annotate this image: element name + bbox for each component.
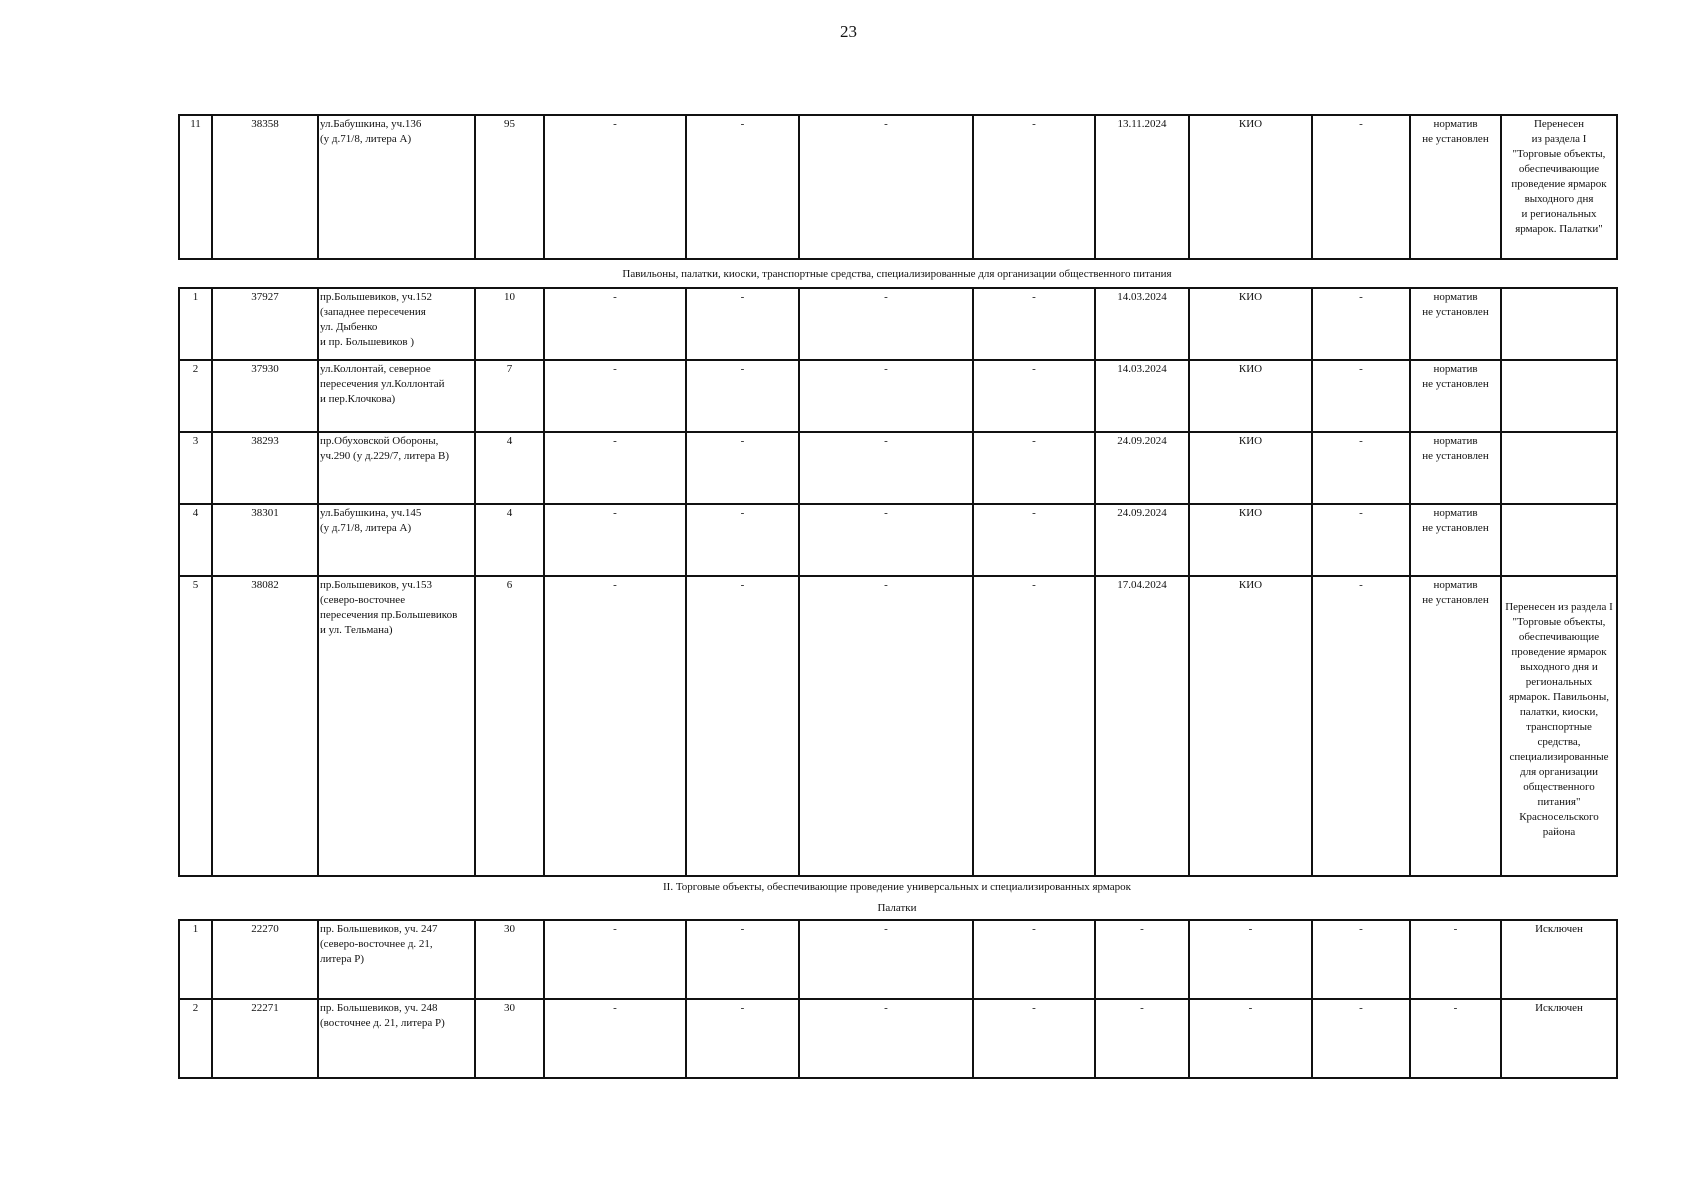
cell-col8 <box>973 999 1095 1078</box>
cell-row-number-text: 4 <box>192 507 199 519</box>
cell-col6-text: - <box>740 923 745 935</box>
cell-col8 <box>973 576 1095 876</box>
cell-organization-text: - <box>1248 1002 1253 1014</box>
cell-organization-text: КИО <box>1238 435 1263 447</box>
cell-registry-code <box>212 576 318 876</box>
cell-col6-text: - <box>740 1002 745 1014</box>
cell-col6-text: - <box>740 435 745 447</box>
cell-area <box>475 576 544 876</box>
cell-row-number-text: 1 <box>192 291 199 303</box>
cell-address-text: пр.Большевиков, уч.153 (северо-восточнее пересечения пр.Большевиков и ул. Тельмана) <box>320 579 458 636</box>
cell-row-number-text: 1 <box>192 923 199 935</box>
cell-standard <box>1410 999 1501 1078</box>
section-caption-tents: Палатки <box>877 902 917 914</box>
cell-col6 <box>686 504 799 576</box>
cell-col11-text: - <box>1359 118 1363 130</box>
cell-date-text: - <box>1140 1002 1144 1014</box>
cell-area <box>475 920 544 999</box>
cell-address-text: пр. Большевиков, уч. 248 (восточнее д. 21, литера Р) <box>320 1002 445 1029</box>
cell-standard-text: норматив не установлен <box>1422 118 1489 145</box>
cell-address-text: пр.Большевиков, уч.152 (западнее пересечения ул. Дыбенко и пр. Большевиков ) <box>320 291 433 348</box>
cell-row-number <box>179 999 212 1078</box>
cell-col5-text: - <box>613 363 617 375</box>
cell-standard <box>1410 115 1501 259</box>
cell-date-text: - <box>1140 923 1144 935</box>
cell-col5-text: - <box>613 1002 617 1014</box>
section-caption-fairs: II. Торговые объекты, обеспечивающие проведение универсальных и специализированных ярмарок <box>663 881 1131 893</box>
cell-date-text: 13.11.2024 <box>1117 118 1167 130</box>
cell-note <box>1501 576 1617 876</box>
table-row <box>179 360 1617 432</box>
cell-col11 <box>1312 999 1410 1078</box>
cell-registry-code <box>212 288 318 360</box>
cell-col7-text: - <box>884 579 888 591</box>
cell-area <box>475 432 544 504</box>
cell-address <box>318 115 475 259</box>
cell-standard <box>1410 504 1501 576</box>
cell-col6-text: - <box>740 118 745 130</box>
cell-address <box>318 920 475 999</box>
cell-col7-text: - <box>884 118 888 130</box>
cell-standard <box>1410 360 1501 432</box>
cell-date <box>1095 360 1189 432</box>
cell-address-text: пр. Большевиков, уч. 247 (северо-восточнее д. 21, литера Р) <box>320 923 438 965</box>
cell-col6 <box>686 920 799 999</box>
cell-standard-text: норматив не установлен <box>1422 579 1489 606</box>
cell-col6-text: - <box>740 363 745 375</box>
cell-organization <box>1189 920 1312 999</box>
cell-col8 <box>973 115 1095 259</box>
cell-note <box>1501 288 1617 360</box>
cell-standard <box>1410 576 1501 876</box>
cell-registry-code-text: 37930 <box>251 363 279 375</box>
cell-address-text: ул.Бабушкина, уч.136 (у д.71/8, литера А) <box>320 118 422 145</box>
cell-col8-text: - <box>1032 579 1036 591</box>
cell-col5 <box>544 504 686 576</box>
cell-date <box>1095 432 1189 504</box>
cell-col8-text: - <box>1032 118 1036 130</box>
cell-row-number <box>179 576 212 876</box>
cell-address <box>318 432 475 504</box>
cell-col8-text: - <box>1032 435 1036 447</box>
cell-col7-text: - <box>884 363 888 375</box>
cell-registry-code-text: 38301 <box>251 507 279 519</box>
table-row <box>179 115 1617 259</box>
cell-col8 <box>973 288 1095 360</box>
cell-date <box>1095 504 1189 576</box>
table-pavilions <box>178 287 1618 877</box>
cell-organization <box>1189 360 1312 432</box>
cell-row-number <box>179 360 212 432</box>
cell-registry-code-text: 22270 <box>251 923 279 935</box>
cell-row-number-text: 2 <box>192 1002 199 1014</box>
cell-note-text: Перенесен из раздела I "Торговые объекты, обеспечивающие проведение ярмарок выходного дня и региональных ярмарок. Палатки" <box>1511 118 1607 235</box>
cell-col11 <box>1312 360 1410 432</box>
cell-col6-text: - <box>740 579 745 591</box>
cell-area-text: 30 <box>504 923 515 935</box>
cell-col5-text: - <box>613 579 617 591</box>
cell-address <box>318 999 475 1078</box>
cell-col8 <box>973 504 1095 576</box>
cell-registry-code <box>212 115 318 259</box>
cell-date <box>1095 576 1189 876</box>
cell-registry-code-text: 38082 <box>251 579 279 591</box>
cell-col6 <box>686 999 799 1078</box>
cell-area-text: 4 <box>506 435 513 447</box>
cell-note <box>1501 360 1617 432</box>
cell-address <box>318 504 475 576</box>
cell-registry-code-text: 37927 <box>251 291 279 303</box>
cell-col8-text: - <box>1032 507 1036 519</box>
cell-col5-text: - <box>613 507 617 519</box>
cell-col11-text: - <box>1359 923 1363 935</box>
cell-col8-text: - <box>1032 363 1036 375</box>
cell-col11 <box>1312 288 1410 360</box>
cell-organization <box>1189 576 1312 876</box>
cell-col11-text: - <box>1359 363 1363 375</box>
cell-col8-text: - <box>1032 1002 1036 1014</box>
cell-address-text: пр.Обуховской Обороны, уч.290 (у д.229/7, литера В) <box>320 435 450 462</box>
cell-col5 <box>544 920 686 999</box>
cell-row-number-text: 2 <box>192 363 199 375</box>
cell-area-text: 10 <box>504 291 515 303</box>
cell-area-text: 6 <box>506 579 513 591</box>
cell-standard-text: норматив не установлен <box>1422 363 1489 390</box>
cell-date <box>1095 115 1189 259</box>
cell-row-number-text: 3 <box>192 435 199 447</box>
cell-date-text: 14.03.2024 <box>1117 363 1167 375</box>
cell-col5 <box>544 288 686 360</box>
cell-note <box>1501 115 1617 259</box>
cell-registry-code <box>212 504 318 576</box>
table-row <box>179 999 1617 1078</box>
table-row <box>179 504 1617 576</box>
cell-col7 <box>799 288 973 360</box>
cell-col11 <box>1312 432 1410 504</box>
cell-col5 <box>544 360 686 432</box>
cell-registry-code-text: 38293 <box>251 435 279 447</box>
cell-col5 <box>544 432 686 504</box>
cell-col7 <box>799 999 973 1078</box>
cell-area <box>475 288 544 360</box>
cell-row-number-text: 5 <box>192 579 199 591</box>
cell-organization-text: КИО <box>1238 579 1263 591</box>
cell-area <box>475 115 544 259</box>
cell-col5 <box>544 999 686 1078</box>
cell-col11-text: - <box>1359 1002 1363 1014</box>
cell-standard-text: - <box>1453 923 1458 935</box>
cell-col11 <box>1312 115 1410 259</box>
cell-area <box>475 504 544 576</box>
cell-organization-text: - <box>1248 923 1253 935</box>
cell-col7-text: - <box>884 1002 888 1014</box>
cell-organization-text: КИО <box>1238 507 1263 519</box>
cell-address-text: ул.Бабушкина, уч.145 (у д.71/8, литера А) <box>320 507 422 534</box>
cell-col7-text: - <box>884 435 888 447</box>
cell-registry-code-text: 38358 <box>251 118 279 130</box>
cell-date-text: 24.09.2024 <box>1117 507 1167 519</box>
cell-note-text: Перенесен из раздела I "Торговые объекты, обеспечивающие проведение ярмарок выходного дня и региональных ярмарок. Павильоны, палатки, киоски, транспортные средства, специализированные для организации общественного питания" Красносельского района <box>1505 601 1613 838</box>
cell-col8-text: - <box>1032 923 1036 935</box>
cell-col11 <box>1312 504 1410 576</box>
cell-col7 <box>799 115 973 259</box>
cell-area <box>475 360 544 432</box>
cell-note <box>1501 920 1617 999</box>
cell-date <box>1095 999 1189 1078</box>
cell-col11-text: - <box>1359 291 1363 303</box>
cell-col8 <box>973 360 1095 432</box>
cell-date <box>1095 920 1189 999</box>
cell-area-text: 95 <box>504 118 515 130</box>
cell-col8 <box>973 432 1095 504</box>
cell-row-number <box>179 432 212 504</box>
cell-standard-text: норматив не установлен <box>1422 291 1489 318</box>
cell-col5 <box>544 576 686 876</box>
cell-date <box>1095 288 1189 360</box>
cell-standard-text: норматив не установлен <box>1422 507 1489 534</box>
cell-col11-text: - <box>1359 579 1363 591</box>
cell-organization-text: КИО <box>1238 291 1263 303</box>
cell-col7 <box>799 360 973 432</box>
cell-col7-text: - <box>884 291 888 303</box>
table-row <box>179 432 1617 504</box>
section-caption-pavilions: Павильоны, палатки, киоски, транспортные средства, специализированные для организации общественного питания <box>622 268 1172 280</box>
cell-col8 <box>973 920 1095 999</box>
cell-col5-text: - <box>613 118 617 130</box>
cell-address-text: ул.Коллонтай, северное пересечения ул.Коллонтай и пер.Клочкова) <box>320 363 445 405</box>
cell-registry-code <box>212 999 318 1078</box>
cell-organization <box>1189 432 1312 504</box>
cell-area-text: 4 <box>506 507 513 519</box>
cell-row-number <box>179 288 212 360</box>
cell-row-number <box>179 504 212 576</box>
cell-organization <box>1189 115 1312 259</box>
cell-row-number-text: 11 <box>190 118 201 130</box>
cell-address <box>318 576 475 876</box>
table-row <box>179 920 1617 999</box>
cell-col11 <box>1312 920 1410 999</box>
cell-col7 <box>799 920 973 999</box>
table-tents <box>178 919 1618 1079</box>
cell-standard-text: - <box>1453 1002 1458 1014</box>
cell-note <box>1501 999 1617 1078</box>
cell-col5-text: - <box>613 435 617 447</box>
cell-standard <box>1410 920 1501 999</box>
cell-col11-text: - <box>1359 435 1363 447</box>
table-row <box>179 576 1617 876</box>
cell-organization-text: КИО <box>1238 363 1263 375</box>
cell-organization <box>1189 288 1312 360</box>
page-number: 23 <box>840 22 857 41</box>
cell-date-text: 14.03.2024 <box>1117 291 1167 303</box>
cell-registry-code <box>212 432 318 504</box>
cell-registry-code <box>212 360 318 432</box>
cell-date-text: 17.04.2024 <box>1117 579 1167 591</box>
cell-col7-text: - <box>884 507 888 519</box>
cell-col5-text: - <box>613 291 617 303</box>
cell-col8-text: - <box>1032 291 1036 303</box>
cell-registry-code-text: 22271 <box>251 1002 279 1014</box>
cell-col6 <box>686 576 799 876</box>
table-row <box>179 288 1617 360</box>
cell-col6-text: - <box>740 507 745 519</box>
table-relocated-objects <box>178 114 1618 260</box>
cell-note-text: Исключен <box>1535 923 1583 935</box>
cell-standard <box>1410 432 1501 504</box>
cell-row-number <box>179 115 212 259</box>
cell-area-text: 30 <box>504 1002 515 1014</box>
cell-col7 <box>799 504 973 576</box>
cell-col6 <box>686 432 799 504</box>
cell-organization <box>1189 504 1312 576</box>
cell-note <box>1501 504 1617 576</box>
cell-note-text: Исключен <box>1535 1002 1583 1014</box>
cell-col6 <box>686 115 799 259</box>
cell-note <box>1501 432 1617 504</box>
cell-col6-text: - <box>740 291 745 303</box>
cell-area <box>475 999 544 1078</box>
cell-col7 <box>799 432 973 504</box>
cell-area-text: 7 <box>506 363 513 375</box>
cell-col5 <box>544 115 686 259</box>
cell-col11 <box>1312 576 1410 876</box>
cell-standard <box>1410 288 1501 360</box>
cell-row-number <box>179 920 212 999</box>
cell-date-text: 24.09.2024 <box>1117 435 1167 447</box>
cell-address <box>318 288 475 360</box>
cell-address <box>318 360 475 432</box>
cell-col6 <box>686 360 799 432</box>
cell-col5-text: - <box>613 923 617 935</box>
cell-registry-code <box>212 920 318 999</box>
cell-col7 <box>799 576 973 876</box>
cell-col6 <box>686 288 799 360</box>
cell-col7-text: - <box>884 923 888 935</box>
cell-organization <box>1189 999 1312 1078</box>
cell-standard-text: норматив не установлен <box>1422 435 1489 462</box>
cell-organization-text: КИО <box>1238 118 1263 130</box>
cell-col11-text: - <box>1359 507 1363 519</box>
